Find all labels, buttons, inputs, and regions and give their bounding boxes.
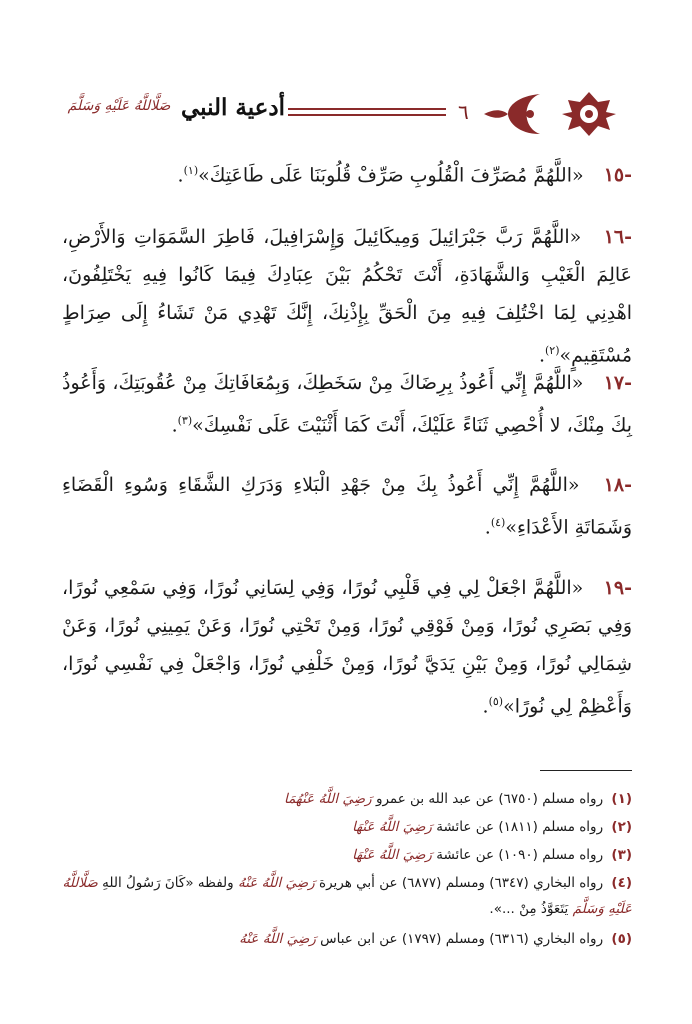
- footnote-honorific: رَضِيَ اللَّهُ عَنْهُ: [237, 875, 315, 891]
- footnote-honorific: رَضِيَ اللَّهُ عَنْهُ: [239, 931, 316, 947]
- footnote-quote-end: يَتَعَوَّذُ مِنْ ...».: [489, 901, 569, 917]
- header-divider: [288, 106, 446, 118]
- footnote: [52, 870, 632, 922]
- footnote-honorific: رَضِيَ اللَّهُ عَنْهَا: [352, 819, 432, 835]
- footnote: [52, 814, 632, 840]
- footnote-number: (١): [611, 791, 632, 807]
- item-number: -١٩: [603, 577, 632, 599]
- supplication-item: -١٩ «اللَّهُمَّ اجْعَلْ لِي فِي قَلْبِي نُورًا، وَفِي لِسَانِي نُورًا، وَفِي سَمْعِي نُورًا، وَفِي بَصَرِي نُورًا، وَمِنْ فَوْقِي نُورًا، وَمِنْ تَحْتِي نُورًا، وَعَنْ يَمِينِي نُورًا، وَعَنْ شِمَالِي نُورًا، وَمِنْ بَيْنِ يَدَيَّ نُورًا، وَمِنْ خَلْفِي نُورًا، وَاجْعَلْ فِي نَفْسِي نُورًا، وَأَعْظِمْ لِي نُورًا»$^{(٥)}$.: [62, 577, 632, 718]
- footnote-number: (٤): [611, 875, 632, 891]
- footnote: [52, 786, 632, 812]
- footnote: [52, 926, 632, 952]
- item-text: «اللَّهُمَّ مُصَرِّفَ الْقُلُوبِ صَرِّفْ قُلُوبَنَا عَلَى طَاعَتِكَ»: [198, 164, 584, 187]
- item-text: «اللَّهُمَّ إِنِّي أَعُوذُ بِرِضَاكَ مِنْ سَخَطِكَ، وَبِمُعَافَاتِكَ مِنْ عُقُوبَتِكَ، وَأَعُوذُ بِكَ مِنْكَ، لا أُحْصِي ثَنَاءً عَلَيْكَ، أَنْتَ كَمَا أَثْنَيْتَ عَلَى نَفْسِكَ»: [62, 372, 632, 437]
- header-honorific: صَلَّاللَّهُ عَلَيْهِ وَسَلَّمَ: [67, 98, 171, 114]
- item-text: «اللَّهُمَّ اجْعَلْ لِي فِي قَلْبِي نُورًا، وَفِي لِسَانِي نُورًا، وَفِي سَمْعِي نُورًا، وَفِي بَصَرِي نُورًا، وَمِنْ فَوْقِي نُورًا، وَمِنْ تَحْتِي نُورًا، وَعَنْ يَمِينِي نُورًا، وَعَنْ شِمَالِي نُورًا، وَمِنْ بَيْنِ يَدَيَّ نُورًا، وَمِنْ خَلْفِي نُورًا، وَاجْعَلْ فِي نَفْسِي نُورًا، وَأَعْظِمْ لِي نُورًا»: [62, 577, 632, 718]
- footnote-text: رواه مسلم (١٨١١) عن عائشة: [436, 819, 604, 835]
- footnote-text: رواه مسلم (١٠٩٠) عن عائشة: [436, 847, 604, 863]
- footnote-ref[interactable]: (٥): [488, 695, 504, 708]
- page-header: [60, 88, 620, 140]
- item-number: -١٦: [603, 226, 633, 248]
- footnote-quote: ولفظه «كَانَ رَسُولُ اللهِ: [102, 875, 234, 891]
- footnote-number: (٥): [611, 931, 632, 947]
- footnote-divider: [540, 770, 632, 771]
- page-number: ٦: [458, 100, 469, 124]
- item-number: -١٧: [603, 372, 632, 394]
- footnote-ref[interactable]: (٢): [545, 344, 560, 357]
- book-title: أدعية النبي: [180, 94, 286, 121]
- item-text: «اللَّهُمَّ رَبَّ جَبْرَائِيلَ وَمِيكَائِيلَ وَإِسْرَافِيلَ، فَاطِرَ السَّمَوَاتِ وَالأَرْضِ، عَالِمَ الْغَيْبِ وَالشَّهَادَةِ، أَنْتَ تَحْكُمُ بَيْنَ عِبَادِكَ فِيمَا كَانُوا فِيهِ يَخْتَلِفُونَ، اهْدِنِي لِمَا اخْتُلِفَ فِيهِ مِنَ الْحَقِّ بِإِذْنِكَ، إِنَّكَ تَهْدِي مَنْ تَشَاءُ إِلَى صِرَاطٍ مُسْتَقِيمٍ»: [62, 226, 632, 367]
- footnote-ref[interactable]: (١): [183, 164, 199, 177]
- footnote-text: رواه مسلم (٦٧٥٠) عن عبد الله بن عمرو: [375, 791, 604, 807]
- footnote-text: رواه البخاري (٦٣٤٧) ومسلم (٦٨٧٧) عن أبي هريرة: [319, 875, 604, 891]
- supplication-item: -١٨ «اللَّهُمَّ إِنِّي أَعُوذُ بِكَ مِنْ جَهْدِ الْبَلاءِ وَدَرَكِ الشَّقَاءِ وَسُوءِ الْقَضَاءِ وَشَمَاتَةِ الأَعْدَاءِ»$^{(٤)}$.: [62, 474, 632, 539]
- footnote-honorific: رَضِيَ اللَّهُ عَنْهَا: [352, 847, 432, 863]
- item-text: «اللَّهُمَّ إِنِّي أَعُوذُ بِكَ مِنْ جَهْدِ الْبَلاءِ وَدَرَكِ الشَّقَاءِ وَسُوءِ الْقَضَاءِ وَشَمَاتَةِ الأَعْدَاءِ»: [62, 474, 632, 539]
- footnote-honorific: صَلَّاللَّهُ عَلَيْهِ وَسَلَّمَ: [62, 875, 632, 917]
- supplication-item: -١٦ «اللَّهُمَّ رَبَّ جَبْرَائِيلَ وَمِيكَائِيلَ وَإِسْرَافِيلَ، فَاطِرَ السَّمَوَاتِ وَالأَرْضِ، عَالِمَ الْغَيْبِ وَالشَّهَادَةِ، أَنْتَ تَحْكُمُ بَيْنَ عِبَادِكَ فِيمَا كَانُوا فِيهِ يَخْتَلِفُونَ، اهْدِنِي لِمَا اخْتُلِفَ فِيهِ مِنَ الْحَقِّ بِإِذْنِكَ، إِنَّكَ تَهْدِي مَنْ تَشَاءُ إِلَى صِرَاطٍ مُسْتَقِيمٍ»$^{(٢)}$.: [62, 226, 633, 367]
- floral-ornament-icon: [558, 88, 620, 140]
- footnote-number: (٢): [611, 819, 632, 835]
- crescent-ornament-icon: [478, 88, 562, 140]
- item-number: -١٨: [603, 474, 632, 496]
- item-number: -١٥: [603, 164, 632, 187]
- footnote-ref[interactable]: (٤): [490, 516, 506, 529]
- footnote: [52, 842, 632, 868]
- footnote-ref[interactable]: (٣): [177, 414, 193, 427]
- footnote-text: رواه البخاري (٦٣١٦) ومسلم (١٧٩٧) عن ابن عباس: [320, 931, 604, 947]
- footnote-number: (٣): [611, 847, 632, 863]
- supplication-item: -١٧ «اللَّهُمَّ إِنِّي أَعُوذُ بِرِضَاكَ مِنْ سَخَطِكَ، وَبِمُعَافَاتِكَ مِنْ عُقُوبَتِكَ، وَأَعُوذُ بِكَ مِنْكَ، لا أُحْصِي ثَنَاءً عَلَيْكَ، أَنْتَ كَمَا أَثْنَيْتَ عَلَى نَفْسِكَ»$^{(٣)}$.: [62, 372, 632, 437]
- supplication-item: -١٥ «اللَّهُمَّ مُصَرِّفَ الْقُلُوبِ صَرِّفْ قُلُوبَنَا عَلَى طَاعَتِكَ»$^{(١)}$.: [177, 164, 632, 187]
- footnote-honorific: رَضِيَ اللَّهُ عَنْهُمَا: [283, 791, 372, 807]
